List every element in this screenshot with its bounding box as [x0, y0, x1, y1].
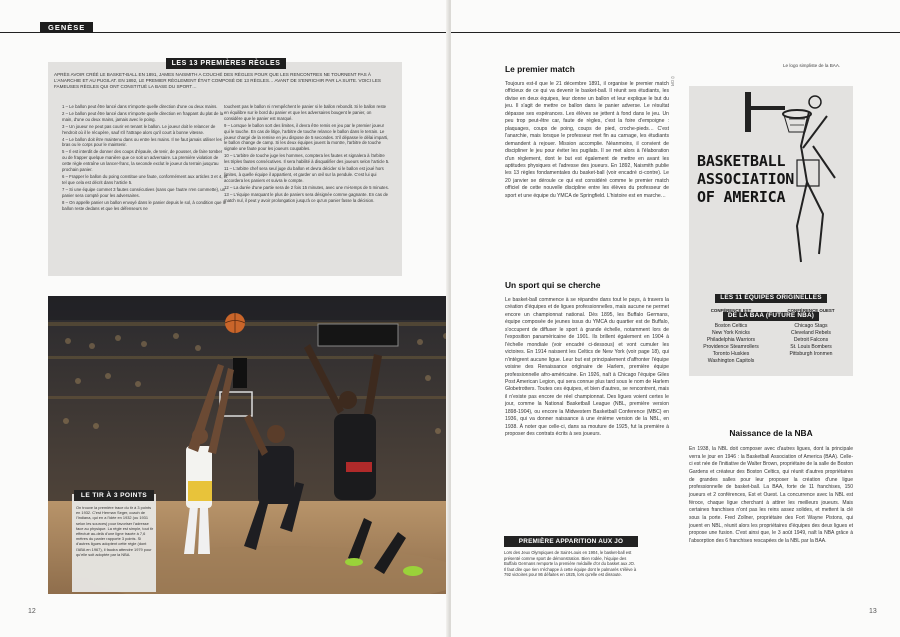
- baa-logo-line: ASSOCIATION: [697, 170, 795, 188]
- rule-item: 13 – L'équipe marquant le plus de paniers sera désignée comme gagnante. En cas de match nul, il peut y avoir prolongation jusqu'à ce qu'un panier fasse la décision.: [224, 191, 388, 203]
- olympics-text: Lors des Jeux Olympiques de Saint-Louis en 1904, le basket-ball est présenté comme sport de démonstration. Bien rodée, l'équipe des Buffalo Germans remporte la première médaille d'or du basket aux JO. Il faut dire que rien n'échappe à cette équipe dont le palmarès s'élève à 792 victoires pour 86 défaites en 1925, lors qu'elle est dissoute.: [504, 550, 637, 578]
- baa-logo-line: BASKETBALL: [697, 152, 786, 170]
- rules-sidebar: [48, 62, 402, 276]
- three-point-sidebar: [72, 494, 156, 592]
- team-item: Washington Capitols: [707, 357, 755, 364]
- premier-match-text: Toujours est-il que le 21 décembre 1891, il organise le premier match officieux de ce qui va devenir le basket-ball. Il réunit ses étudiants, les divise en deux équipes, leur donne un ballon et leur explique le but du jeu. Il s'agit de mettre ce ballon dans le panier adverse. Le résultat dépasse ses espérances. Les élèves se jettent à fond dans le jeu. Un peu trop peut-être car, faute de règles, c'est la foire d'empoigne : plaquages, coups de poing, coups de pied, croche-pieds… C'est l'anarchie, mais lorsque le professeur met fin au carnage, les étudiants demandent à rejouer. Mission accomplie. Néanmoins, il convient de discipliner le jeu pour éviter les pugilats. Il se met alors à l'élaboration d'un règlement, dont le but est également de mettre en avant les aptitudes physiques et l'adresse des joueurs. En 1892, Naismith publie les 13 règles fondamentales du basket-ball (voir encadré ci-contre). Le 20 janvier se déroule ce qui est considéré comme le premier match officiel de cette nouvelle discipline entre les élèves du professeur de sport et une équipe du YMCA de Springfield. L'histoire est en marche…: [505, 81, 669, 199]
- page-number-left: 12: [28, 608, 36, 615]
- rule-item: 2 – Le ballon peut être lancé dans n'importe quelle direction en frappant du plat de la main, d'une ou deux mains, jamais avec le poing.: [62, 110, 224, 122]
- east-team-list: [691, 323, 771, 364]
- premier-match-section: [505, 64, 669, 200]
- premier-match-heading: Le premier match: [505, 64, 575, 74]
- rule-item: 9 – Lorsque le ballon sort des limites, il devra être remis en jeu par le premier joueur qui le touche. En cas de litige, l'arbitre de touche relance le ballon dans le terrain. Le joueur chargé de la remise en jeu dispose de 5 secondes. S'il dépasse le délai imparti, le ballon change de camp. Si les deux équipes jouent la montre, l'arbitre de touche signale une faute pour les joueurs coupables.: [224, 122, 389, 152]
- olympics-sidebar: [504, 536, 638, 596]
- logo-caption: Le logo simpliste de la BAA.: [783, 63, 841, 68]
- rule-item: 8 – On appelle panier un ballon envoyé dans le panier depuis le sol, à condition que le ballon reste dedans et que les défenseurs ne: [62, 199, 227, 211]
- rules-title: LES 13 PREMIÈRES RÈGLES: [166, 58, 286, 69]
- rule-item: 1 – Le ballon peut être lancé dans n'importe quelle direction d'une ou deux mains.: [62, 104, 218, 109]
- page-number-right: 13: [869, 608, 877, 615]
- three-point-title: LE TIR À 3 POINTS: [74, 490, 154, 501]
- rule-item: 10 – L'arbitre de touche juge les hommes, comptera les fautes et signalera à l'arbitre les triples fautes consécutives. Il sera habilité à disqualifier des joueurs selon l'article 5.: [224, 153, 390, 165]
- section-header: [0, 22, 449, 33]
- team-item: Pittsburgh Ironmen: [789, 350, 833, 357]
- team-item: Detroit Falcons: [793, 336, 829, 343]
- section-tab: GENÈSE: [40, 22, 93, 33]
- west-team-list: [771, 323, 851, 358]
- team-item: St. Louis Bombers: [790, 343, 832, 350]
- rules-column-right: [224, 104, 390, 205]
- baa-logo-line: OF AMERICA: [697, 188, 786, 206]
- teams-title-line: DE LA BAA (FUTURE NBA): [723, 312, 819, 321]
- team-item: Cleveland Rebels: [791, 329, 831, 336]
- naissance-heading: Naissance de la NBA: [729, 428, 813, 438]
- rule-item: 4 – Le ballon doit être maintenu dans ou entre les mains. Il ne faut jamais utiliser les bras ou le corps pour le maintenir.: [62, 136, 222, 148]
- rule-item: 12 – La durée d'une partie sera de 2 fois 15 minutes, avec une mi-temps de 5 minutes.: [224, 184, 389, 190]
- rule-item: 5 – Il est interdit de donner des coups d'épaule, de tenir, de pousser, de faire tomber ou de frapper quelque manière que ce soit un adversaire. La première violation de cette règle entraîne un lancer-franc, la seconde exclut le joueur du terrain jusqu'au prochain panier.: [62, 149, 223, 173]
- olympics-title: PREMIÈRE APPARITION AUX JO: [504, 536, 638, 547]
- teams-title-line: LES 11 ÉQUIPES ORIGINELLES: [715, 294, 826, 303]
- teams-title: [689, 286, 853, 322]
- naissance-nba-section: [689, 428, 853, 546]
- rule-item: touchent pas le ballon ni n'empêchent le panier si le ballon rebondit. Si le ballon reste en équilibre sur le bord du panier et que les adversaires bougent le panier, on considère que le panier est marqué.: [224, 104, 387, 121]
- rules-column-left: [62, 104, 228, 212]
- photo-credit: © DR: [670, 76, 675, 87]
- baa-logo-box: [689, 86, 853, 376]
- rule-item: 11 – L'arbitre chef sera seul juge du ballon et devra décider si le ballon est joué hors limites, à quelle équipe il appartient, et garder un œil sur la pendule. C'est lui qui accordera les paniers et suivra le compte.: [224, 166, 384, 183]
- header-rule: [451, 32, 900, 33]
- sport-cherche-heading: Un sport qui se cherche: [505, 280, 601, 290]
- team-item: Philadelphia Warriors: [706, 336, 756, 343]
- east-conference-heading: CONFÉRENCE EST: [710, 308, 752, 313]
- team-item: Boston Celtics: [714, 323, 748, 329]
- team-item: Chicago Stags: [794, 323, 828, 329]
- team-item: New York Knicks: [712, 329, 750, 336]
- team-item: Toronto Huskies: [712, 350, 750, 357]
- west-conference-heading: CONFÉRENCE OUEST: [787, 308, 835, 313]
- three-point-text: On trouve la première trace du tir à 3 points en 1932. C'est Herman Seger, coach de l'Indiana, qui en a l'idée en 1932 (ou 1931 selon les sources) pour favoriser l'adresse face au physique. La règle est simple, tout tir effectué au-delà d'une ligne tracée à 7,6 mètres du panier rapporte 3 points. Si d'autres ligues adoptent cette règle (dont l'ABA en 1967), il faudra attendre 1979 pour qu'elle soit adoptée par la NBA.: [76, 505, 154, 557]
- rule-item: 6 – Frapper le ballon du poing constitue une faute, conformément aux articles 3 et 4, et tel que cela est décrit dans l'article 5.: [62, 173, 228, 185]
- team-item: Providence Steamrollers: [703, 343, 759, 350]
- rule-item: 7 – Si une équipe commet 3 fautes consécutives (sans que l'autre n'en commette), un panier sera compté pour les adversaires.: [62, 186, 226, 198]
- sport-cherche-section: [505, 280, 669, 439]
- baa-logo-text: [697, 152, 794, 206]
- rule-item: 3 – Un joueur ne peut pas courir en tenant le ballon. Le joueur doit le relancer de l'endroit où il le récupère, sauf s'il l'attrape alors qu'il court à bonne vitesse.: [62, 123, 216, 135]
- sport-cherche-text: Le basket-ball commence à se répandre dans tout le pays, à travers la création d'équipes et de ligues professionnelles, mais aucune ne permet encore un championnat national. Dès 1895, les Buffalo Germans, équipe composée de jeunes issus du YMCA du quartier est de Buffalo, s'occupent de diffuser le sport à grande échelle, notamment lors de l'exposition panaméricaine de 1901. Ils brillent également en 1904 à l'échelle mondiale (voir encadré ci-dessous) et vont cumuler les victoires. En 1914 naissent les Celtics de New York (voir page 18), qui n'intègrent aucune ligue. Leur but est principalement d'affronter l'équipe voisine des Renaissance originaire de Harlem, première équipe professionnelle afro-américaine. En 1926, naît à Chicago l'équipe Giles Post American Legion, qui sera connue plus tard sous le nom de Harlem Globetrotters. Toutes ces équipes, et bien d'autres, se rencontrent, mais il n'existe pas encore de réel championnat. Des ligues voient certes le jour, comme la National Basketball League (NBL, première version 1898-1904), ou encore la Midwestern Basketball Conference (MBC) en 1936, qui va donner naissance à une énième version de la NBL, en 1938. À noter que celle-ci, dans sa mouture de 1925, fut la première à proposer des contrats écrits à ses joueurs.: [505, 297, 669, 438]
- left-page: [0, 0, 449, 637]
- naissance-text: En 1938, la NBL doit composer avec d'autres ligues, dont la principale verra le jour en 1946 : la Basketball Association of America (BAA). Celle-ci est née de l'initiative de Walter Brown, propriétaire de la salle de Boston Gardens et créateur des Boston Celtics, qui réunit d'autres propriétaires de grandes salles pour leur proposer la création d'une ligue professionnelle de basket-ball. La BAA, forte de 11 franchises, 150 joueurs et 2 conférences, Est et Ouest. La concurrence avec la NBL est féroce, chaque ligue cherchant à attirer les meilleurs joueurs. Mais certaines franchises n'ont pas les reins assez solides, et mettent la clé sous la porte. Fred Zollner, propriétaire des Fort Wayne Pistons, qui jouent en NBL, réunit alors les propriétaires d'équipes des deux ligues et propose une fusion. C'est ainsi que, le 3 août 1949, naît la NBA grâce à l'absorption des 6 franchises rescapées de la NBL par la BAA.: [689, 446, 853, 544]
- rules-intro: APRÈS AVOIR CRÉÉ LE BASKET-BALL EN 1891, JAMES NAISMITH A COUCHÉ DES RÈGLES POUR QUE LES RENCONTRES NE TOURNENT PAS À L'ANARCHIE ET AU PUGILAT. EN 1892, LE PREMIER RÈGLEMENT ÉTAIT COMPOSÉ DE 13 RÈGLES… AVANT DE S'ENRICHIR PAR LA SUITE. VOICI LES FAMEUSES RÈGLES QUI ONT CONSTITUÉ LA BASE DU SPORT…: [54, 72, 381, 90]
